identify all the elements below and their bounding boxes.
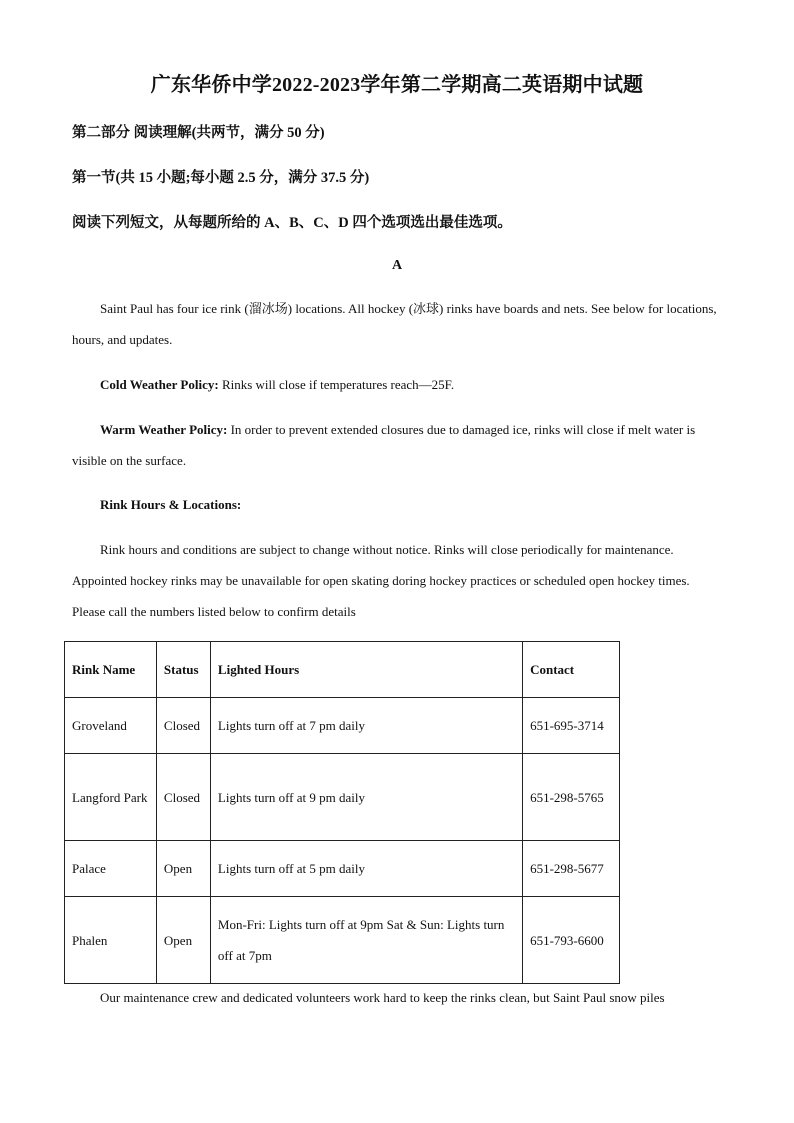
cell-lighted-hours: Mon-Fri: Lights turn off at 9pm Sat & Sun: Lights turn off at 7pm bbox=[210, 897, 522, 984]
cell-contact: 651-298-5677 bbox=[523, 841, 620, 897]
cold-weather-policy bbox=[72, 369, 720, 400]
cell-lighted-hours: Lights turn off at 7 pm daily bbox=[210, 698, 522, 754]
closing-paragraph: Our maintenance crew and dedicated volunteers work hard to keep the rinks clean, but Saint Paul snow piles bbox=[100, 990, 665, 1005]
table-row bbox=[65, 897, 620, 984]
cell-rink-name: Langford Park bbox=[65, 754, 157, 841]
warm-policy-label: Warm Weather Policy: bbox=[100, 422, 228, 437]
cell-rink-name: Groveland bbox=[65, 698, 157, 754]
cell-lighted-hours: Lights turn off at 5 pm daily bbox=[210, 841, 522, 897]
part-heading: 第二部分 阅读理解(共两节，满分 50 分) bbox=[72, 125, 325, 141]
cell-contact: 651-695-3714 bbox=[523, 698, 620, 754]
cold-policy-text: Rinks will close if temperatures reach—25F. bbox=[218, 377, 455, 392]
cell-status: Open bbox=[156, 897, 210, 984]
instruction-text: 阅读下列短文，从每题所给的 A、B、C、D 四个选项选出最佳选项。 bbox=[72, 215, 512, 231]
cell-contact: 651-298-5765 bbox=[523, 754, 620, 841]
cell-rink-name: Palace bbox=[65, 841, 157, 897]
warm-weather-policy bbox=[72, 414, 720, 476]
intro-paragraph: Saint Paul has four ice rink (溜冰场) locations. All hockey (冰球) rinks have boards and nets. See below for locations, hours, and updates. bbox=[72, 301, 717, 347]
hours-heading bbox=[72, 489, 720, 520]
table-row bbox=[65, 698, 620, 754]
hours-paragraph: Rink hours and conditions are subject to change without notice. Rinks will close periodically for maintenance. Appointed hockey rinks may be unavailable for open skating doring hockey practices or scheduled open hockey times. Please call the numbers listed below to confirm details bbox=[72, 542, 690, 619]
table-header-row bbox=[65, 642, 620, 698]
hours-heading-text: Rink Hours & Locations: bbox=[100, 497, 242, 512]
table-row bbox=[65, 841, 620, 897]
cell-status: Closed bbox=[156, 698, 210, 754]
cell-status: Open bbox=[156, 841, 210, 897]
cell-status: Closed bbox=[156, 754, 210, 841]
warm-policy-text: In order to prevent extended closures due to damaged ice, rinks will close if melt water is visible on the surface. bbox=[72, 422, 696, 468]
cell-lighted-hours: Lights turn off at 9 pm daily bbox=[210, 754, 522, 841]
header-status: Status bbox=[156, 642, 210, 698]
passage-label: A bbox=[391, 258, 403, 273]
section-heading: 第一节(共 15 小题;每小题 2.5 分，满分 37.5 分) bbox=[72, 170, 370, 186]
table-row bbox=[65, 754, 620, 841]
cold-policy-label: Cold Weather Policy: bbox=[100, 377, 219, 392]
rink-table bbox=[64, 641, 620, 984]
header-contact: Contact bbox=[523, 642, 620, 698]
exam-title: 广东华侨中学2022-2023学年第二学期高二英语期中试题 bbox=[150, 74, 644, 96]
cell-rink-name: Phalen bbox=[65, 897, 157, 984]
header-lighted-hours: Lighted Hours bbox=[210, 642, 522, 698]
header-rink-name: Rink Name bbox=[65, 642, 157, 698]
cell-contact: 651-793-6600 bbox=[523, 897, 620, 984]
